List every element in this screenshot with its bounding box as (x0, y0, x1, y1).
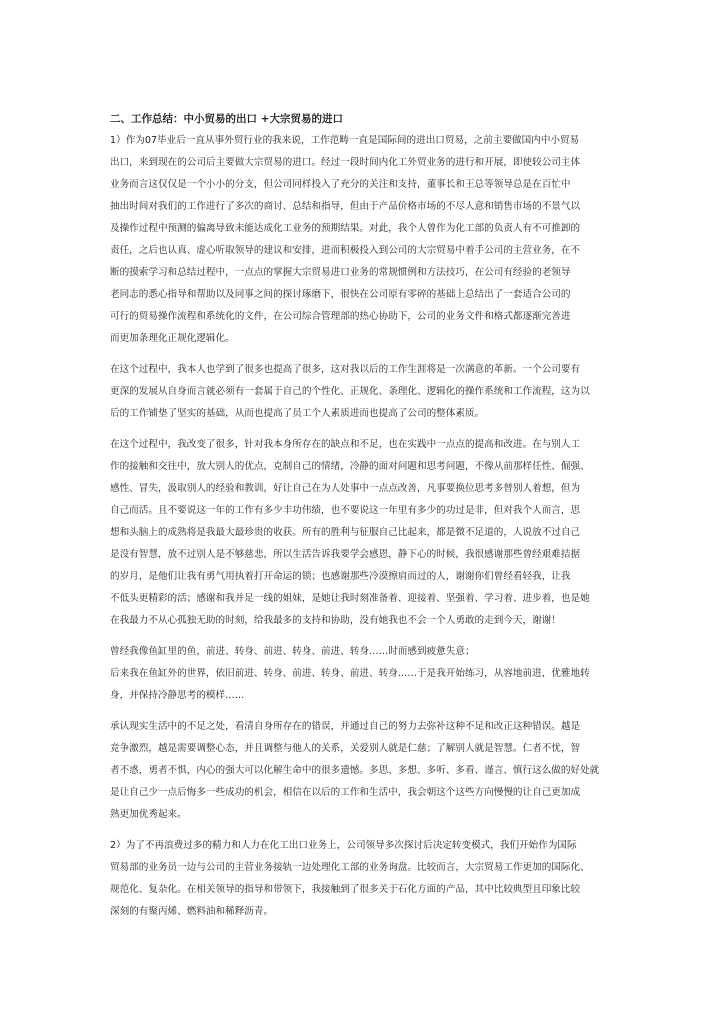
paragraph (110, 130, 630, 350)
paragraph-line: 曾经我像鱼缸里的鱼，前进、转身、前进、转身、前进、转身……时而感到疲惫失意； (110, 646, 475, 657)
paragraph-line: 自己而活。且不要说这一年的工作有多少丰功伟绩，也不要说这一年里有多少的功过是非，但对我个人而言，思 (110, 505, 581, 516)
paragraph-line: 后来我在鱼缸外的世界，依旧前进、转身、前进、转身、前进、转身……于是我开始练习，从容地前进，优雅地转 (110, 668, 590, 679)
paragraph-line: 竞争激烈，越是需要调整心态，并且调整与他人的关系，关爱别人就是仁慈；了解别人就是智慧。仁者不忧，智 (110, 743, 581, 754)
paragraph-line: 熟更加优秀起来。 (110, 809, 187, 820)
paragraph-line: 在我最力不从心孤独无助的时刻，给我最多的支持和协助，没有她我也不会一个人勇敢的走到今天，谢谢！ (110, 615, 561, 626)
paragraph-list (110, 130, 630, 923)
paragraph-line: 1）作为07毕业后一直从事外贸行业的我来说，工作范畴一直是国际间的进出口贸易，之前主要做国内中小贸易 (110, 135, 580, 146)
paragraph-line: 在这个过程中，我改变了很多，针对我本身所存在的缺点和不足，也在实践中一点点的提高和改进。在与别人工 (110, 439, 581, 450)
paragraph-spacer (110, 425, 630, 434)
section-heading: 二、工作总结：中小贸易的出口 +大宗贸易的进口 (110, 113, 343, 125)
paragraph-line: 是让自己少一点后悔多一些成功的机会，相信在以后的工作和生活中，我会朝这个这些方向慢慢的让自己更加成 (110, 787, 581, 798)
paragraph-line: 规范化、复杂化。在相关领导的指导和带领下，我接触到了很多关于石化方面的产品，其中比较典型且印象比较 (110, 884, 581, 895)
document-body (110, 108, 630, 923)
paragraph-line: 抽出时间对我们的工作进行了多次的商讨、总结和指导，但由于产品价格市场的不尽人意和销售市场的不景气以 (110, 201, 581, 212)
paragraph-line: 及操作过程中预测的偏离导致未能达成化工业务的预期结果。对此，我个人曾作为化工部的负责人有不可推卸的 (110, 223, 581, 234)
paragraph-line: 的岁月，是他们让我有勇气用执着打开命运的锁；也感谢那些冷漠擦肩而过的人，谢谢你们曾经看轻我，让我 (110, 571, 571, 582)
paragraph-line: 可行的贸易操作流程和系统化的文件，在公司综合管理部的热心协助下，公司的业务文件和格式都逐渐完善进 (110, 311, 571, 322)
paragraph-line: 贸易部的业务员一边与公司的主营业务接轨一边处理化工部的业务询盘。比较而言，大宗贸易工作更加的国际化、 (110, 862, 590, 873)
paragraph-spacer (110, 350, 630, 359)
paragraph-line: 者不惑，勇者不惧，内心的强大可以化解生命中的很多遗憾。多思、多想、多听、多看、谨言、慎行这么做的好处就 (110, 765, 600, 776)
paragraph-spacer (110, 632, 630, 641)
paragraph-spacer (110, 707, 630, 716)
paragraph (110, 835, 630, 923)
paragraph-line: 老同志的悉心指导和帮助以及同事之间的探讨琢磨下，很快在公司原有零碎的基础上总结出了一套适合公司的 (110, 289, 571, 300)
paragraph-line: 后的工作铺垫了坚实的基础，从而也提高了员工个人素质进而也提高了公司的整体素质。 (110, 408, 485, 419)
paragraph (110, 716, 630, 826)
paragraph-line: 在这个过程中，我本人也学到了很多也提高了很多，这对我以后的工作生涯将是一次满意的革新。一个公司要有 (110, 364, 581, 375)
paragraph-line: 而更加条理化正规化逻辑化。 (110, 333, 235, 344)
paragraph-line: 想和头脑上的成熟将是我最大最珍贵的收获。所有的胜利与征服自己比起来，都是微不足道的，人说放不过自己 (110, 527, 581, 538)
paragraph-line: 出口，来到现在的公司后主要做大宗贸易的进口。经过一段时间内化工外贸业务的进行和开展，即使较公司主体 (110, 157, 581, 168)
paragraph-line: 是没有智慧，放不过别人是不够慈悲，所以生活告诉我要学会感恩，静下心的时候，我很感谢那些曾经艰难拮据 (110, 549, 581, 560)
paragraph-line: 更深的发展从自身而言就必须有一套属于自己的个性化、正规化、条理化、逻辑化的操作系统和工作流程，这为以 (110, 386, 590, 397)
paragraph (110, 641, 630, 707)
paragraph-line: 不低头更精彩的活；感谢和我并足一线的姐妹，是她让我时刻准备着、迎接着、坚强着、学习着、进步着，也是她 (110, 593, 590, 604)
paragraph-line: 责任，之后也认真、虚心听取领导的建议和安排，进而积极投入到公司的大宗贸易中着手公司的主营业务，在不 (110, 245, 581, 256)
paragraph-spacer (110, 826, 630, 835)
paragraph-line: 断的摸索学习和总结过程中，一点点的掌握大宗贸易进口业务的常规惯例和方法技巧，在公司有经验的老领导 (110, 267, 571, 278)
paragraph-line: 感性、冒失，汲取别人的经验和教训，好让自己在为人处事中一点点改善，凡事要换位思考多替别人着想，但为 (110, 483, 581, 494)
paragraph-line: 2）为了不再浪费过多的精力和人力在化工出口业务上，公司领导多次探讨后决定转变模式，我们开始作为国际 (110, 840, 577, 851)
paragraph (110, 434, 630, 632)
paragraph-line: 作的接触和交往中，放大别人的优点，克制自己的情绪，冷静的面对问题和思考问题，不像从前那样任性、倔强、 (110, 461, 590, 472)
paragraph (110, 359, 630, 425)
paragraph-line: 业务而言这仅仅是一个小小的分支，但公司同样投入了充分的关注和支持，董事长和王总等领导总是在百忙中 (110, 179, 571, 190)
paragraph-line: 承认现实生活中的不足之处，看清自身所存在的错误，并通过自己的努力去弥补这种不足和改正这种错误。越是 (110, 721, 581, 732)
paragraph-line: 身，并保持冷静思考的模样…… (110, 690, 245, 701)
paragraph-line: 深刻的有聚丙烯、燃料油和稀释沥青。 (110, 906, 274, 917)
